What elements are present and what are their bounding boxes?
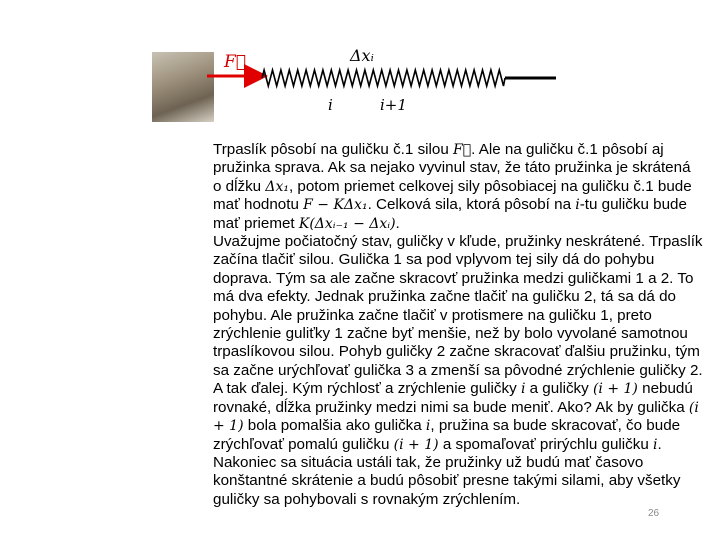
force-label: F⃗	[224, 52, 246, 72]
math-force-i: K(Δxᵢ₋₁ − Δxᵢ)	[298, 215, 396, 232]
math-i-plus-1: (i + 1)	[592, 381, 638, 398]
math-net-force: F − KΔx₁	[303, 197, 368, 214]
math-i-plus-1: (i + 1)	[213, 399, 699, 435]
math-i-plus-1: (i + 1)	[393, 436, 439, 453]
text-run: Uvažujme počiatočný stav, guličky v kľude, pružinky neskrátené. Trpaslík začína tlačiť silou. Gulička 1 sa pod vplyvom tej sily dá do pohybu doprava. Tým sa ale začne skracovť pružinka medzi guličkami 1 a 2. To má dva efekty. Jednak pružinka začne tlačiť na guličku 2, tá sa dá do pohybu. Ale pružinka začne tlačiť v protismere na guličku 1, preto zrýchlenie guliťky 1 začne byť menšie, než by bolo vyvolané samotnou trpaslíkovou silou. Pohyb guličky 2 začne skracovať ďalšiu pružinku, tým sa začne urýchľovať gulička 3 a zmenší sa pôvodné zrýchlenie guličky 2. A tak ďalej. Kým rýchlosť a zrýchlenie guličky	[213, 233, 703, 398]
spring	[262, 70, 505, 86]
body-text	[213, 141, 703, 509]
delta-x-label: Δxᵢ	[350, 46, 374, 65]
text-run: . Celková sila, ktorá pôsobí na	[367, 196, 576, 214]
text-run: -tu guličku bude mať priemet	[213, 196, 687, 232]
paragraph-2	[213, 233, 703, 509]
math-i: i	[425, 418, 431, 435]
math-i: i	[653, 436, 658, 453]
text-run: Trpaslík pôsobí na guličku č.1 silou	[213, 141, 454, 158]
math-i: i	[575, 197, 580, 214]
math-i: i	[520, 381, 526, 398]
text-run: a guličky	[525, 380, 593, 398]
math-force: F⃗	[453, 142, 472, 158]
index-i-plus-1-label: i+1	[380, 96, 407, 114]
text-run: , pružina sa bude skracovať, čo bude zrýchľovať pomalú guličku	[213, 417, 681, 453]
spring-chain-diagram	[0, 0, 720, 135]
text-run: bola pomalšia ako gulička	[243, 417, 426, 435]
text-run: , potom priemet celkovej sily pôsobiacej na guličku č.1 bude mať hodnotu	[213, 177, 692, 214]
text-run: .	[395, 214, 400, 232]
math-delta-x1: Δx₁	[265, 178, 289, 195]
page-number: 26	[648, 508, 660, 519]
index-i-label: i	[328, 96, 333, 114]
text-run: a spomaľovať prirýchlu guličku	[438, 435, 654, 453]
text-run: . Ale na guličku č.1 pôsobí aj pružinka sprava. Ak sa nejako vyvinul stav, že táto pružinka je skrátená o dĺžku	[213, 141, 691, 195]
paragraph-1	[213, 141, 703, 233]
spring-chain-svg	[0, 0, 720, 135]
text-run: nebudú rovnaké, dĺžka pružinky medzi nimi sa bude meniť. Ako? Ak by gulička	[213, 380, 693, 416]
text-run: . Nakoniec sa situácia ustáli tak, že pružinky už budú mať časovo konštantné skrátenie a budú pôsobiť presne takými silami, aby všetky guličky sa pohybovali s rovnakým zrýchlením.	[213, 435, 681, 508]
